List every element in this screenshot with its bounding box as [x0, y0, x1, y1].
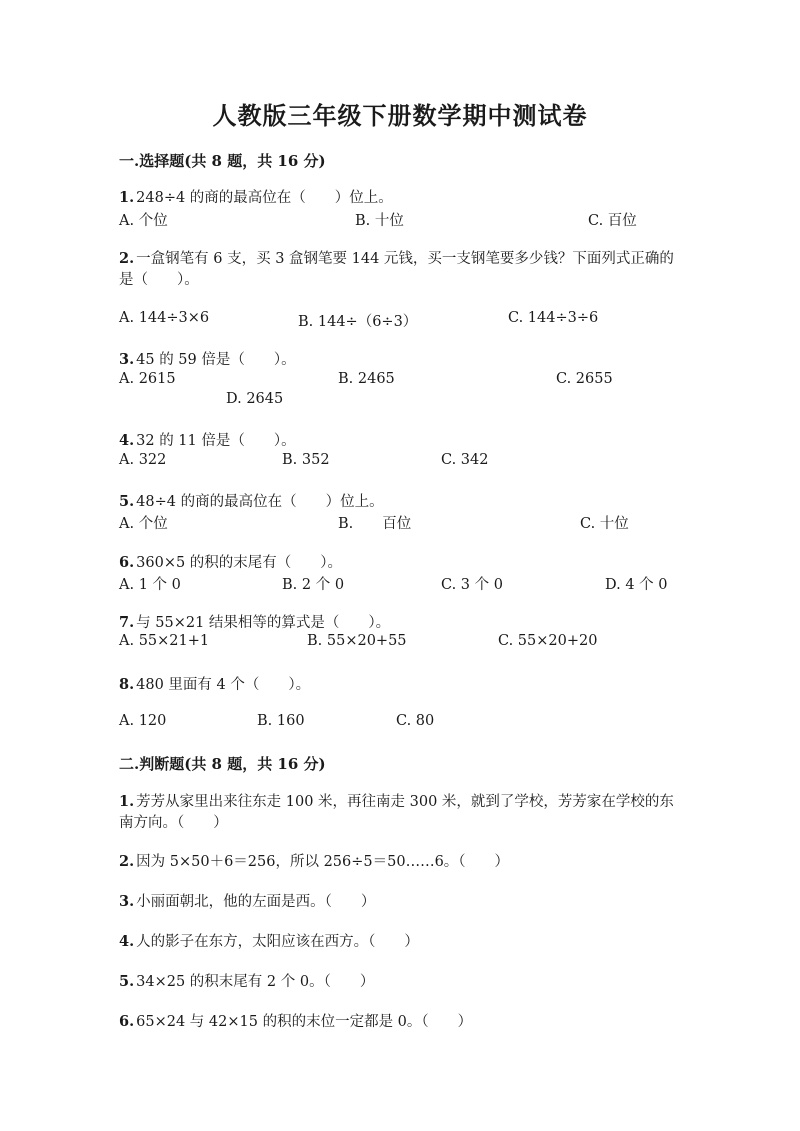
- question-number: 3.: [119, 893, 135, 910]
- question-text: 65×24 与 42×15 的积的末位一定都是 0。（ ）: [136, 1014, 473, 1030]
- option-d: D. 4 个 0: [605, 577, 668, 593]
- question-number: 6.: [119, 554, 135, 571]
- judge-question-5: [119, 971, 679, 993]
- choice-question-1: [119, 187, 679, 209]
- option-c: C. 80: [396, 713, 435, 729]
- option-a: A. 个位: [119, 516, 168, 532]
- option-b: B. 144÷（6÷3）: [298, 314, 418, 330]
- choice-question-6: [119, 552, 679, 574]
- option-d: D. 2645: [226, 391, 284, 407]
- choice-question-4: [119, 430, 679, 452]
- question-text: 32 的 11 倍是（ ）。: [136, 433, 296, 449]
- choice-question-5: [119, 491, 679, 513]
- question-text: 芳芳从家里出来往东走 100 米，再往南走 300 米，就到了学校，芳芳家在学校的东南方向。（ ）: [119, 794, 674, 831]
- option-c: C. 百位: [588, 213, 637, 229]
- option-c: C. 144÷3÷6: [508, 310, 599, 326]
- question-number: 8.: [119, 676, 135, 693]
- choice-question-7: [119, 612, 679, 634]
- section-heading-choice: 一.选择题(共 8 题，共 16 分): [119, 152, 326, 170]
- option-b: B. 55×20+55: [307, 633, 407, 649]
- option-b: B. 2465: [338, 371, 395, 387]
- question-text: 480 里面有 4 个（ ）。: [136, 677, 311, 693]
- question-text: 48÷4 的商的最高位在（ ）位上。: [136, 494, 384, 510]
- question-number: 4.: [119, 933, 135, 950]
- question-number: 3.: [119, 351, 135, 368]
- option-a: A. 144÷3×6: [119, 310, 210, 326]
- option-b: B. 十位: [355, 213, 404, 229]
- option-c: C. 3 个 0: [441, 577, 503, 593]
- judge-question-6: [119, 1011, 679, 1033]
- question-text: 与 55×21 结果相等的算式是（ ）。: [136, 615, 391, 631]
- judge-question-2: [119, 851, 679, 873]
- option-a: A. 1 个 0: [119, 577, 181, 593]
- question-text: 45 的 59 倍是（ ）。: [136, 352, 296, 368]
- option-a: A. 55×21+1: [119, 633, 210, 649]
- question-text: 一盒钢笔有 6 支，买 3 盒钢笔要 144 元钱，买一支钢笔要多少钱？下面列式正确的是（ ）。: [119, 251, 674, 288]
- section-heading-judge: 二.判断题(共 8 题，共 16 分): [119, 755, 326, 773]
- option-c: C. 55×20+20: [498, 633, 598, 649]
- choice-question-2: [119, 248, 679, 291]
- question-number: 2.: [119, 250, 135, 267]
- option-b: B. 352: [282, 452, 330, 468]
- question-text: 因为 5×50＋6＝256，所以 256÷5＝50……6。（ ）: [136, 854, 510, 870]
- option-c: C. 2655: [556, 371, 613, 387]
- option-c: C. 十位: [580, 516, 629, 532]
- question-number: 1.: [119, 793, 135, 810]
- question-text: 人的影子在东方，太阳应该在西方。（ ）: [136, 934, 419, 950]
- question-number: 1.: [119, 189, 135, 206]
- question-number: 2.: [119, 853, 135, 870]
- option-a: A. 2615: [119, 371, 176, 387]
- choice-question-3: [119, 349, 679, 371]
- option-b: B. 160: [257, 713, 305, 729]
- option-b: B. 百位: [338, 516, 412, 532]
- question-text: 34×25 的积末尾有 2 个 0。（ ）: [136, 974, 375, 990]
- choice-question-8: [119, 674, 679, 696]
- question-text: 248÷4 的商的最高位在（ ）位上。: [136, 190, 393, 206]
- question-number: 7.: [119, 614, 135, 631]
- option-b: B. 2 个 0: [282, 577, 345, 593]
- question-number: 5.: [119, 973, 135, 990]
- question-number: 6.: [119, 1013, 135, 1030]
- question-text: 360×5 的积的末尾有（ ）。: [136, 555, 343, 571]
- judge-question-4: [119, 931, 679, 953]
- judge-question-3: [119, 891, 679, 913]
- judge-question-1: [119, 791, 679, 834]
- option-a: A. 个位: [119, 213, 168, 229]
- option-a: A. 322: [119, 452, 167, 468]
- question-number: 4.: [119, 432, 135, 449]
- question-text: 小丽面朝北，他的左面是西。（ ）: [136, 894, 376, 910]
- option-c: C. 342: [441, 452, 489, 468]
- question-number: 5.: [119, 493, 135, 510]
- option-a: A. 120: [119, 713, 167, 729]
- page-title: 人教版三年级下册数学期中测试卷: [212, 101, 588, 130]
